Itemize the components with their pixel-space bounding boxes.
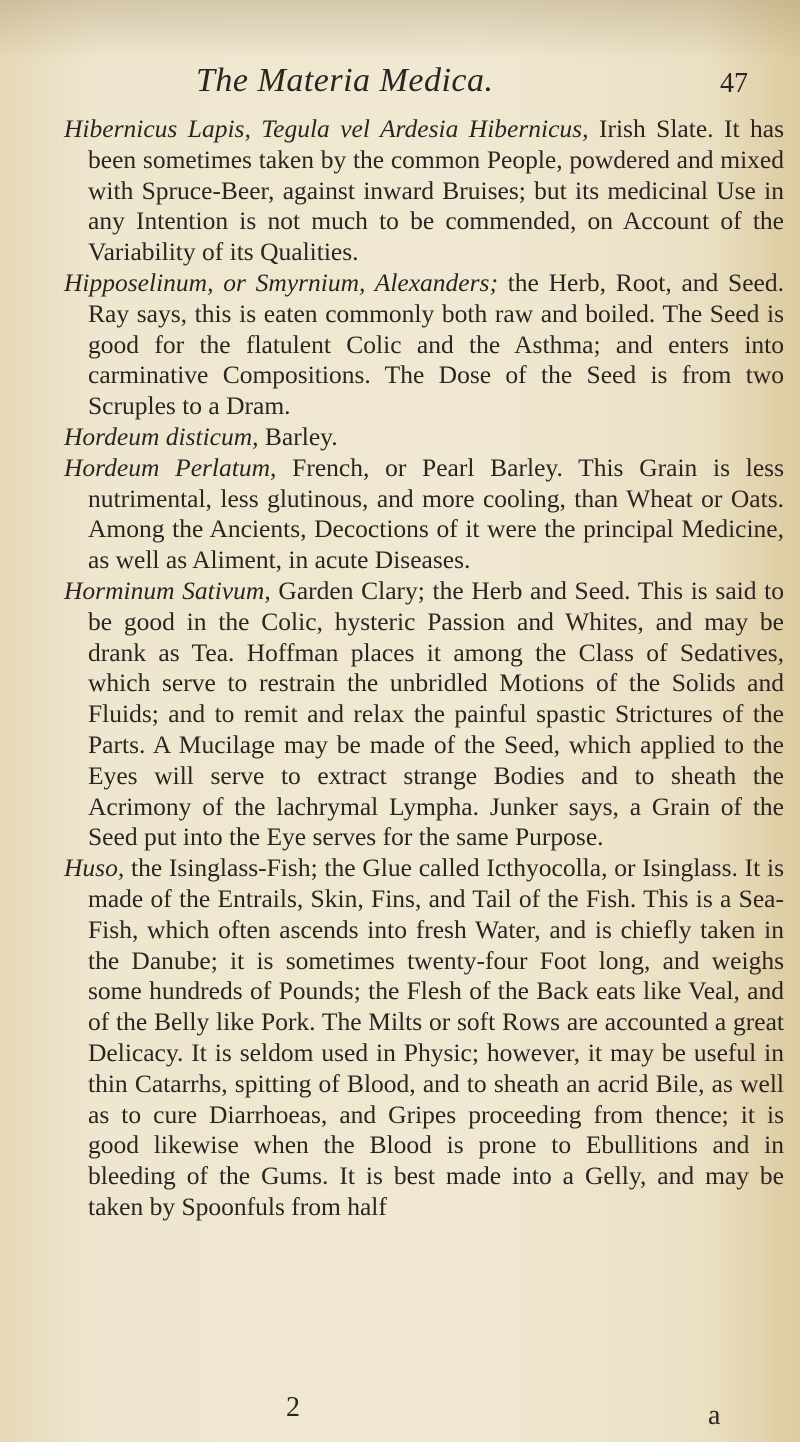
page-footer: [0, 1392, 800, 1432]
entry-body: Garden Clary; the Herb and Seed. This is said to be good in the Colic, hysteric Passion and Whites, and may be drank as Tea. Hoffman places it among the Class of Sedatives, which serve to restrain the unbridled Motions of the Solids and Fluids; and to remit and relax the painful spastic Strictures of the Parts. A Mucilage may be made of the Seed, which applied to the Eyes will serve to extract strange Bodies and to sheath the Acrimony of the lachrymal Lympha. Junker says, a Grain of the Seed put into the Eye serves for the same Purpose.: [88, 575, 784, 852]
entry-headword: Hordeum disticum,: [64, 421, 259, 451]
entry-headword: Hibernicus Lapis, Tegula vel Ardesia Hibernicus,: [64, 114, 589, 143]
entry-huso: [64, 853, 784, 1223]
entry-hordeum-disticum: [64, 422, 784, 453]
entry-headword: Hordeum Perlatum,: [64, 452, 277, 482]
entry-hibernicus: [64, 114, 784, 268]
running-title: The Materia Medica.: [196, 62, 494, 99]
entry-body: Irish Slate. It has been sometimes taken by the common People, powdered and mixed with Spruce-Beer, against inward Bruises; but its medicinal Use in any Intention is not much to be commended, on Account of the Variability of its Qualities.: [88, 114, 784, 267]
entry-headword: Hipposelinum, or Smyrnium, Alexanders;: [64, 267, 498, 297]
entry-horminum: [64, 576, 784, 853]
entry-body: the Isinglass-Fish; the Glue called Icthyocolla, or Isinglass. It is made of the Entrails, Skin, Fins, and Tail of the Fish. This is a Sea-Fish, which often ascends into fresh Water, and is chiefly taken in the Danube; it is sometimes twenty-four Foot long, and weighs some hundreds of Pounds; the Flesh of the Back eats like Veal, and of the Belly like Pork. The Milts or soft Rows are accounted a great Delicacy. It is seldom used in Physic; however, it may be useful in thin Catarrhs, spitting of Blood, and to sheath an acrid Bile, as well as to cure Diarrhoeas, and Gripes proceeding from thence; it is good likewise when the Blood is prone to Ebullitions and in bleeding of the Gums. It is best made into a Gelly, and may be taken by Spoonfuls from half: [88, 853, 784, 1221]
entry-body: the Herb, Root, and Seed. Ray says, this is eaten commonly both raw and boiled. The Seed is good for the flatulent Colic and the Asthma; and enters into carminative Compositions. The Dose of the Seed is from two Scruples to a Dram.: [88, 267, 785, 421]
entry-headword: Huso,: [64, 853, 125, 883]
entry-hordeum-perlatum: [64, 453, 784, 576]
page-edge-shadow: [0, 0, 800, 60]
catchword: a: [708, 1400, 721, 1431]
page-number: 47: [720, 68, 748, 99]
entry-body: French, or Pearl Barley. This Grain is less nutrimental, less glutinous, and more cooling, than Wheat or Oats. Among the Ancients, Decoctions of it were the principal Medicine, as well as Aliment, in acute Diseases.: [88, 452, 785, 575]
entry-body: Barley.: [258, 421, 338, 451]
entry-headword: Horminum Sativum,: [64, 575, 271, 605]
entry-hipposelinum: [64, 268, 784, 422]
body-text: [64, 114, 784, 1223]
signature-mark: 2: [286, 1392, 300, 1423]
